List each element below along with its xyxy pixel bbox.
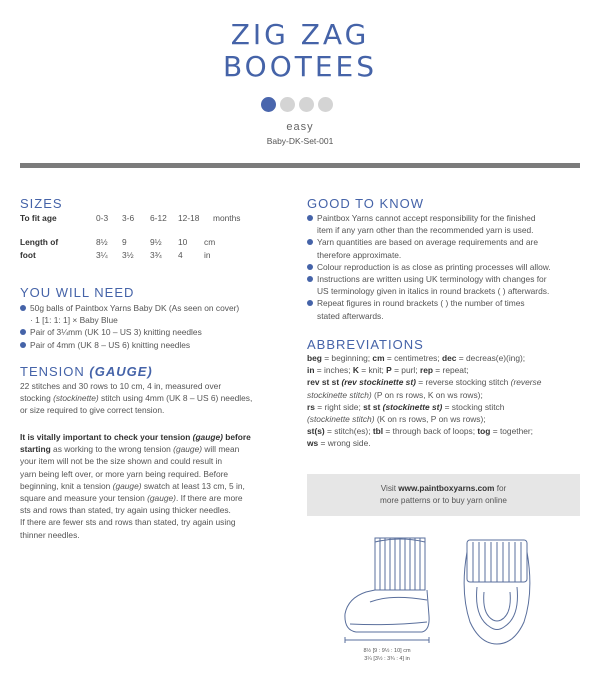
fit-age-label: To fit age	[20, 213, 57, 223]
list-item: Colour reproduction is as close as printing processes will allow.	[307, 261, 582, 273]
size-value: 3-6	[122, 213, 135, 223]
pattern-title-line1: ZIG ZAG	[230, 18, 370, 51]
list-item: Paintbox Yarns cannot accept responsibility for the finished item if any yarn other than the recommended yarn is used.	[307, 212, 582, 236]
promo-box: Visit www.paintboxyarns.com for more patterns or to buy yarn online	[307, 474, 580, 516]
list-item: Pair of 4mm (UK 8 – US 6) knitting needles	[20, 339, 300, 351]
bootee-diagram	[330, 532, 560, 690]
difficulty-rating	[261, 97, 333, 112]
foot-length-label: Length of	[20, 237, 59, 247]
difficulty-dot-filled	[261, 97, 276, 112]
list-item: Repeat figures in round brackets ( ) the number of times stated afterwards.	[307, 297, 582, 321]
difficulty-dot-empty	[299, 97, 314, 112]
you-will-need-heading: YOU WILL NEED	[20, 285, 135, 300]
size-unit: months	[213, 213, 241, 223]
size-value: 9½	[150, 237, 162, 247]
size-value: 4	[178, 250, 183, 260]
size-value: 3½	[122, 250, 134, 260]
size-value: 9	[122, 237, 127, 247]
measure-in-label: 3¼ [3½ : 3¾ : 4] in	[364, 656, 410, 662]
header-divider	[20, 163, 580, 168]
good-to-know-heading: GOOD TO KNOW	[307, 196, 424, 211]
sizes-heading: SIZES	[20, 196, 63, 211]
tension-paragraph: 22 stitches and 30 rows to 10 cm, 4 in, measured over stocking (stockinette) stitch using 4mm (UK 8 – US 6) needles, or size required to give correct tension.	[20, 381, 253, 416]
tension-heading: TENSION (GAUGE)	[20, 364, 153, 379]
bootee-side-foot	[345, 590, 429, 632]
cuff-ribbing	[380, 538, 420, 590]
abbreviations-heading: ABBREVIATIONS	[307, 337, 424, 352]
difficulty-dot-empty	[280, 97, 295, 112]
tension-warning-paragraph: It is vitally important to check your tension (gauge) before starting as working to the wrong tension (gauge) will mean your item will not be the size shown and could result in yarn being left over, or more yarn being required. Before beginning, knit a tension (gauge) swatch at least 13 cm, 5 in, square and measure your tension (gauge). If there are more sts and rows than stated, try again using thicker needles. If there are fewer sts and rows than stated, try again using thinner needles.	[20, 432, 251, 540]
size-value: 8½	[96, 237, 108, 247]
foot-label: foot	[20, 250, 36, 260]
materials-list	[20, 302, 300, 351]
size-value: 0-3	[96, 213, 109, 223]
difficulty-label: easy	[286, 121, 314, 133]
size-unit: cm	[204, 237, 216, 247]
website-link[interactable]: www.paintboxyarns.com	[398, 484, 495, 493]
list-item: 50g balls of Paintbox Yarns Baby DK (As seen on cover) · 1 [1: 1: 1] × Baby Blue	[20, 302, 300, 326]
size-value: 3¼	[96, 250, 108, 260]
list-item: Pair of 3¼mm (UK 10 – US 3) knitting needles	[20, 326, 300, 338]
set-id: Baby-DK-Set-001	[266, 136, 334, 146]
size-value: 12-18	[178, 213, 200, 223]
list-item: Instructions are written using UK terminology with changes for US terminology given in italics in round brackets ( ) afterwards.	[307, 273, 582, 297]
abbreviations-text: beg = beginning; cm = centimetres; dec = decreas(e)(ing); in = inches; K = knit; P = purl; rep = repeat; rev st st (rev stockinette st) = reverse stocking stitch (reverse stockinette stitch) (P on rs rows, K on ws rows); rs = right side; st st (stockinette st) = stocking stitch (stockinette stitch) (K on rs rows, P on ws rows); st(s) = stitch(es); tbl = through back of loops; tog = together; ws = wrong side.	[307, 353, 542, 449]
size-value: 3¾	[150, 250, 162, 260]
pattern-title-line2: BOOTEES	[222, 50, 378, 83]
size-value: 6-12	[150, 213, 167, 223]
good-to-know-list	[307, 212, 582, 322]
measure-cm-label: 8½ [9 : 9½ : 10] cm	[363, 648, 411, 654]
size-unit: in	[204, 250, 211, 260]
size-value: 10	[178, 237, 188, 247]
list-item: Yarn quantities are based on average requirements and are therefore approximate.	[307, 236, 582, 260]
difficulty-dot-empty	[318, 97, 333, 112]
